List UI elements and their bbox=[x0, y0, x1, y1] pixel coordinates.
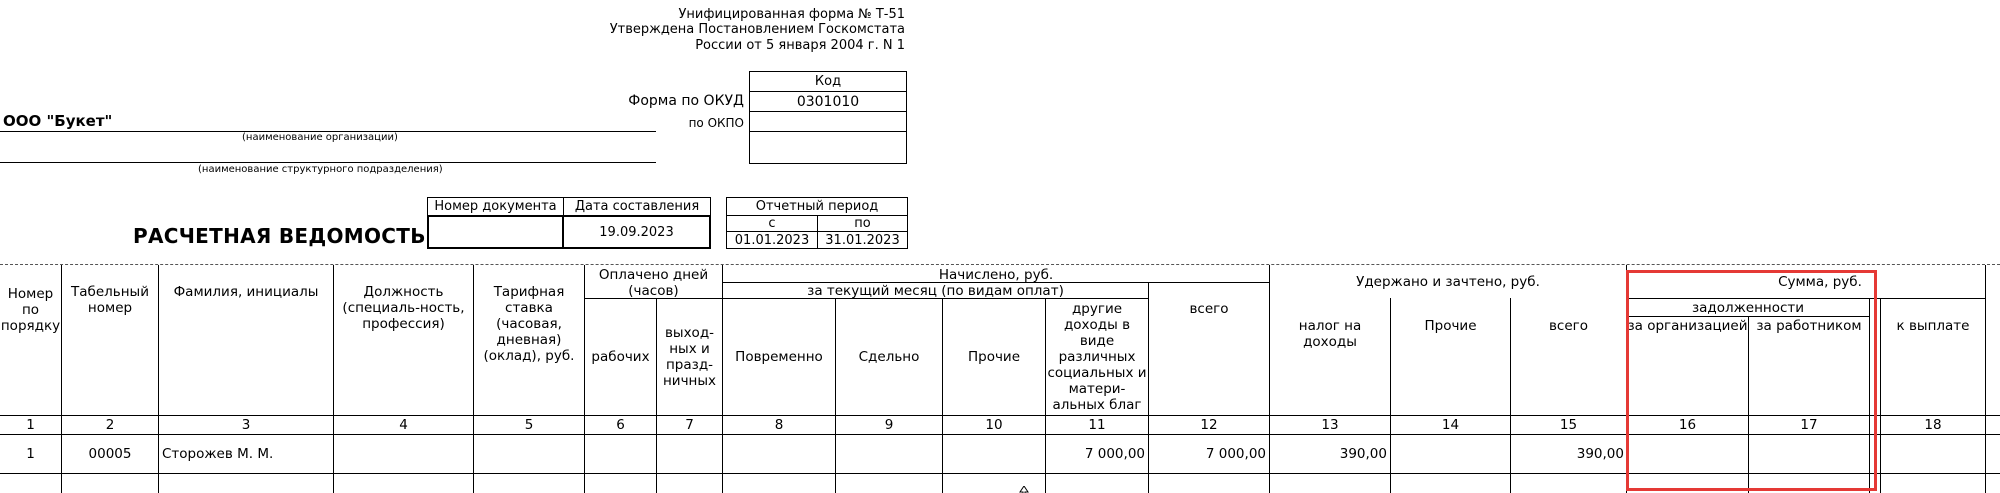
table-top-dashed bbox=[0, 264, 2000, 265]
organization-name: ООО "Букет" bbox=[3, 112, 113, 130]
codes-extra-cell bbox=[749, 131, 907, 164]
colnum: 12 bbox=[1200, 417, 1218, 433]
accrued-group-header: Начислено, руб. bbox=[938, 267, 1054, 283]
paid-group-header: Оплачено дней (часов) bbox=[598, 267, 709, 299]
doc-number-value bbox=[427, 215, 564, 249]
doc-date-value: 19.09.2023 bbox=[563, 215, 711, 249]
colnum: 17 bbox=[1800, 417, 1818, 433]
row-total-withheld: 390,00 bbox=[1576, 446, 1624, 462]
vline bbox=[1985, 265, 1986, 493]
col6-header: рабочих bbox=[591, 348, 650, 365]
col10-header: Прочие bbox=[967, 348, 1021, 365]
col2-header: Табельный номер bbox=[71, 284, 149, 316]
col18-header: к выплате bbox=[1896, 318, 1970, 334]
colnum: 10 bbox=[985, 417, 1003, 433]
colnum: 6 bbox=[616, 417, 625, 433]
division-caption: (наименование структурного подразделения) bbox=[198, 164, 443, 175]
period-label: Отчетный период bbox=[726, 197, 908, 216]
highlight-frame bbox=[1626, 270, 1877, 491]
col11-header: другие доходы в виде различных социальных и матери-альных благ bbox=[1047, 301, 1147, 413]
organization-caption: (наименование организации) bbox=[242, 132, 398, 143]
col13-header: налог на доходы bbox=[1298, 318, 1362, 350]
colnum: 16 bbox=[1678, 417, 1697, 433]
accrued-sub-header: за текущий месяц (по видам оплат) bbox=[807, 283, 1064, 299]
form-header-line1: Унифицированная форма № Т-51 bbox=[678, 7, 905, 22]
row-total-accrued: 7 000,00 bbox=[1205, 446, 1266, 462]
colnum: 4 bbox=[399, 417, 408, 433]
col1-header: Номер по порядку bbox=[0, 286, 61, 334]
col3-header: Фамилия, инициалы bbox=[173, 284, 319, 300]
col5-header: Тарифная ставка (часовая, дневная) (оклад), руб. bbox=[483, 284, 575, 364]
col16-header: за организацией bbox=[1627, 318, 1748, 334]
withheld-group-header: Удержано и зачтено, руб. bbox=[1356, 273, 1540, 290]
period-from-label: с bbox=[726, 215, 818, 232]
form-header-line3: России от 5 января 2004 г. N 1 bbox=[695, 38, 905, 53]
form-header-line2: Утверждена Постановлением Госкомстата bbox=[609, 22, 905, 37]
col8-header: Повременно bbox=[735, 348, 823, 365]
doc-number-label: Номер документа bbox=[427, 197, 564, 216]
colnum: 5 bbox=[524, 417, 534, 433]
okpo-value bbox=[749, 111, 907, 132]
colnum: 7 bbox=[685, 417, 694, 433]
row-tab-number: 00005 bbox=[88, 446, 132, 462]
document-title: РАСЧЕТНАЯ ВЕДОМОСТЬ bbox=[133, 224, 426, 248]
row-number: 1 bbox=[26, 446, 35, 462]
doc-date-label: Дата составления bbox=[563, 197, 711, 216]
col9-header: Сдельно bbox=[858, 348, 920, 365]
col15-header: всего bbox=[1548, 318, 1589, 334]
kod-header: Код bbox=[749, 71, 907, 92]
period-to-value: 31.01.2023 bbox=[817, 231, 908, 249]
okud-label: Форма по ОКУД bbox=[628, 93, 744, 109]
colnum: 13 bbox=[1321, 417, 1339, 433]
colnum: 11 bbox=[1088, 417, 1106, 433]
cursor-icon bbox=[1017, 485, 1031, 493]
colnum: 14 bbox=[1441, 417, 1460, 433]
col12-header: всего bbox=[1189, 301, 1229, 317]
period-from-value: 01.01.2023 bbox=[726, 231, 818, 249]
colnum: 9 bbox=[884, 417, 894, 433]
row-other-income: 7 000,00 bbox=[1084, 446, 1145, 462]
colnum: 3 bbox=[241, 417, 251, 433]
colnum: 8 bbox=[774, 417, 784, 433]
okpo-label: по ОКПО bbox=[688, 116, 744, 130]
row-income-tax: 390,00 bbox=[1339, 446, 1387, 462]
row-employee-name: Сторожев М. М. bbox=[162, 446, 274, 462]
colnum: 2 bbox=[105, 417, 115, 433]
okud-value: 0301010 bbox=[749, 91, 907, 112]
col14-header: Прочие bbox=[1424, 318, 1477, 334]
division-underline bbox=[0, 162, 656, 163]
colnum: 15 bbox=[1559, 417, 1578, 433]
colnum: 18 bbox=[1924, 417, 1942, 433]
col7-header: выход-ных и празд-ничных bbox=[662, 324, 717, 389]
colnum: 1 bbox=[26, 417, 35, 433]
col17-header: за работником bbox=[1756, 318, 1862, 334]
period-to-label: по bbox=[817, 215, 908, 232]
col4-header: Должность (специаль-ность, профессия) bbox=[342, 284, 465, 332]
sum-group-header: Сумма, руб. bbox=[1778, 274, 1862, 290]
debt-sub-header: задолженности bbox=[1691, 300, 1805, 316]
